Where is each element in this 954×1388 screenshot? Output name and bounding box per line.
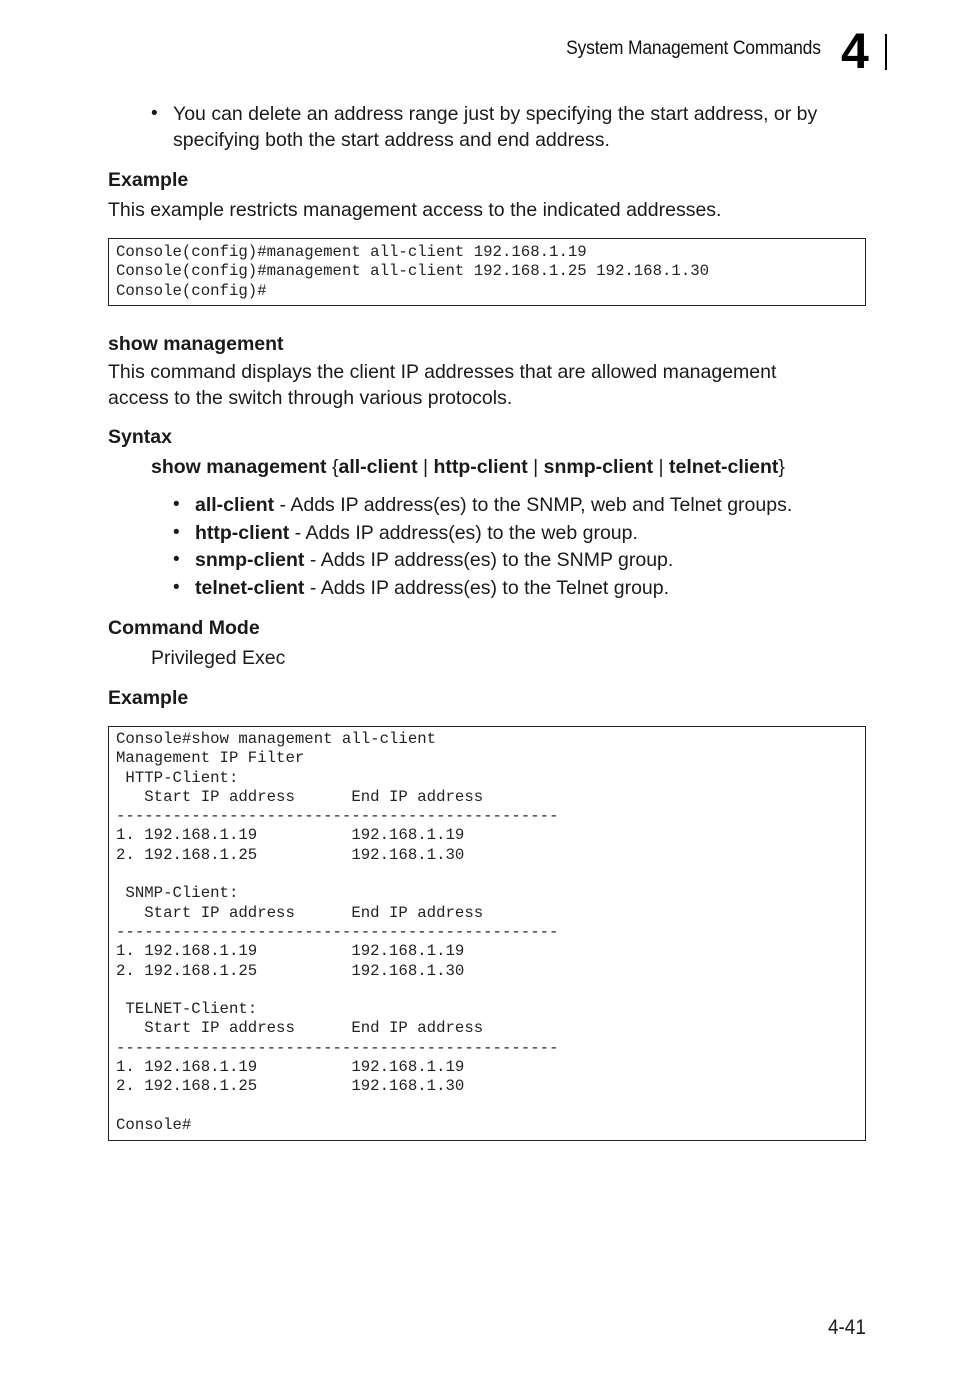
syntax-option-telnet-client: telnet-client bbox=[668, 456, 779, 478]
syntax-brace-open: { bbox=[326, 456, 339, 478]
example-heading: Example bbox=[108, 687, 189, 709]
param-name: telnet-client bbox=[195, 577, 305, 599]
command-description-line-1: This command displays the client IP addresses that are allowed management bbox=[108, 361, 777, 383]
example-output-block bbox=[108, 726, 866, 1141]
code-line: Console(config)#management all-client 192.168.1.25 192.168.1.30 bbox=[116, 262, 710, 281]
param-desc: - Adds IP address(es) to the web group. bbox=[289, 522, 638, 544]
param-desc: - Adds IP address(es) to the SNMP, web and Telnet groups. bbox=[274, 494, 793, 516]
chapter-number: 4 bbox=[841, 23, 869, 79]
syntax-command: show management bbox=[151, 456, 327, 478]
code-line: 2. 192.168.1.25 192.168.1.30 bbox=[116, 1077, 465, 1096]
syntax-option-all-client: all-client bbox=[338, 456, 418, 478]
syntax-option-http-client: http-client bbox=[433, 456, 528, 478]
bullet-marker: • bbox=[173, 577, 180, 598]
code-line: Console(config)#management all-client 192.168.1.19 bbox=[116, 243, 587, 261]
param-name: http-client bbox=[195, 522, 290, 544]
code-line: 1. 192.168.1.19 192.168.1.19 bbox=[116, 942, 465, 961]
param-name: all-client bbox=[195, 494, 275, 516]
syntax-separator: | bbox=[527, 456, 544, 478]
syntax-separator: | bbox=[417, 456, 434, 478]
syntax-option-snmp-client: snmp-client bbox=[543, 456, 654, 478]
chapter-rule-divider bbox=[885, 34, 887, 70]
example-heading: Example bbox=[108, 169, 189, 191]
command-mode-value: Privileged Exec bbox=[151, 647, 286, 669]
command-mode-heading: Command Mode bbox=[108, 617, 260, 639]
code-line: 1. 192.168.1.19 192.168.1.19 bbox=[116, 1058, 465, 1077]
command-title: show management bbox=[108, 333, 284, 355]
code-line: Start IP address End IP address bbox=[116, 1019, 484, 1038]
param-name: snmp-client bbox=[195, 549, 305, 571]
syntax-line bbox=[151, 454, 785, 480]
param-item bbox=[195, 492, 792, 518]
code-line: ----------------------------------------------- bbox=[116, 922, 559, 941]
running-header-title: System Management Commands bbox=[566, 38, 821, 59]
example-description: This example restricts management access to the indicated addresses. bbox=[108, 199, 722, 221]
bullet-marker: • bbox=[151, 103, 158, 124]
bullet-marker: • bbox=[173, 549, 180, 570]
intro-bullet-line-1: You can delete an address range just by specifying the start address, or by bbox=[173, 103, 818, 125]
code-line bbox=[109, 865, 865, 884]
code-line: Console#show management all-client bbox=[116, 730, 437, 748]
code-line bbox=[109, 1097, 865, 1116]
code-line: TELNET-Client: bbox=[116, 1000, 258, 1019]
param-item bbox=[195, 575, 669, 601]
command-description-line-2: access to the switch through various protocols. bbox=[108, 387, 513, 409]
bullet-marker: • bbox=[173, 494, 180, 515]
code-line: Start IP address End IP address bbox=[116, 787, 484, 806]
syntax-separator: | bbox=[653, 456, 669, 478]
syntax-heading: Syntax bbox=[108, 426, 172, 448]
page-number: 4-41 bbox=[828, 1316, 866, 1339]
code-line: 2. 192.168.1.25 192.168.1.30 bbox=[116, 845, 465, 864]
param-desc: - Adds IP address(es) to the SNMP group. bbox=[304, 549, 674, 571]
code-line: ----------------------------------------------- bbox=[116, 1038, 559, 1057]
code-line: HTTP-Client: bbox=[116, 768, 239, 787]
code-line: Start IP address End IP address bbox=[116, 903, 484, 922]
code-line: 2. 192.168.1.25 192.168.1.30 bbox=[116, 961, 465, 980]
code-line: Management IP Filter bbox=[116, 749, 305, 768]
example-code-block bbox=[108, 238, 866, 306]
code-line: 1. 192.168.1.19 192.168.1.19 bbox=[116, 826, 465, 845]
code-line bbox=[109, 981, 865, 1000]
code-line: Console(config)# bbox=[116, 281, 267, 300]
code-line: Console# bbox=[116, 1115, 192, 1134]
param-item bbox=[195, 520, 638, 546]
syntax-brace-close: } bbox=[778, 456, 785, 478]
code-line: SNMP-Client: bbox=[116, 884, 239, 903]
param-item bbox=[195, 547, 673, 573]
bullet-marker: • bbox=[173, 522, 180, 543]
param-desc: - Adds IP address(es) to the Telnet group. bbox=[304, 577, 670, 599]
code-line: ----------------------------------------------- bbox=[116, 807, 559, 826]
intro-bullet-line-2: specifying both the start address and end address. bbox=[173, 129, 610, 151]
